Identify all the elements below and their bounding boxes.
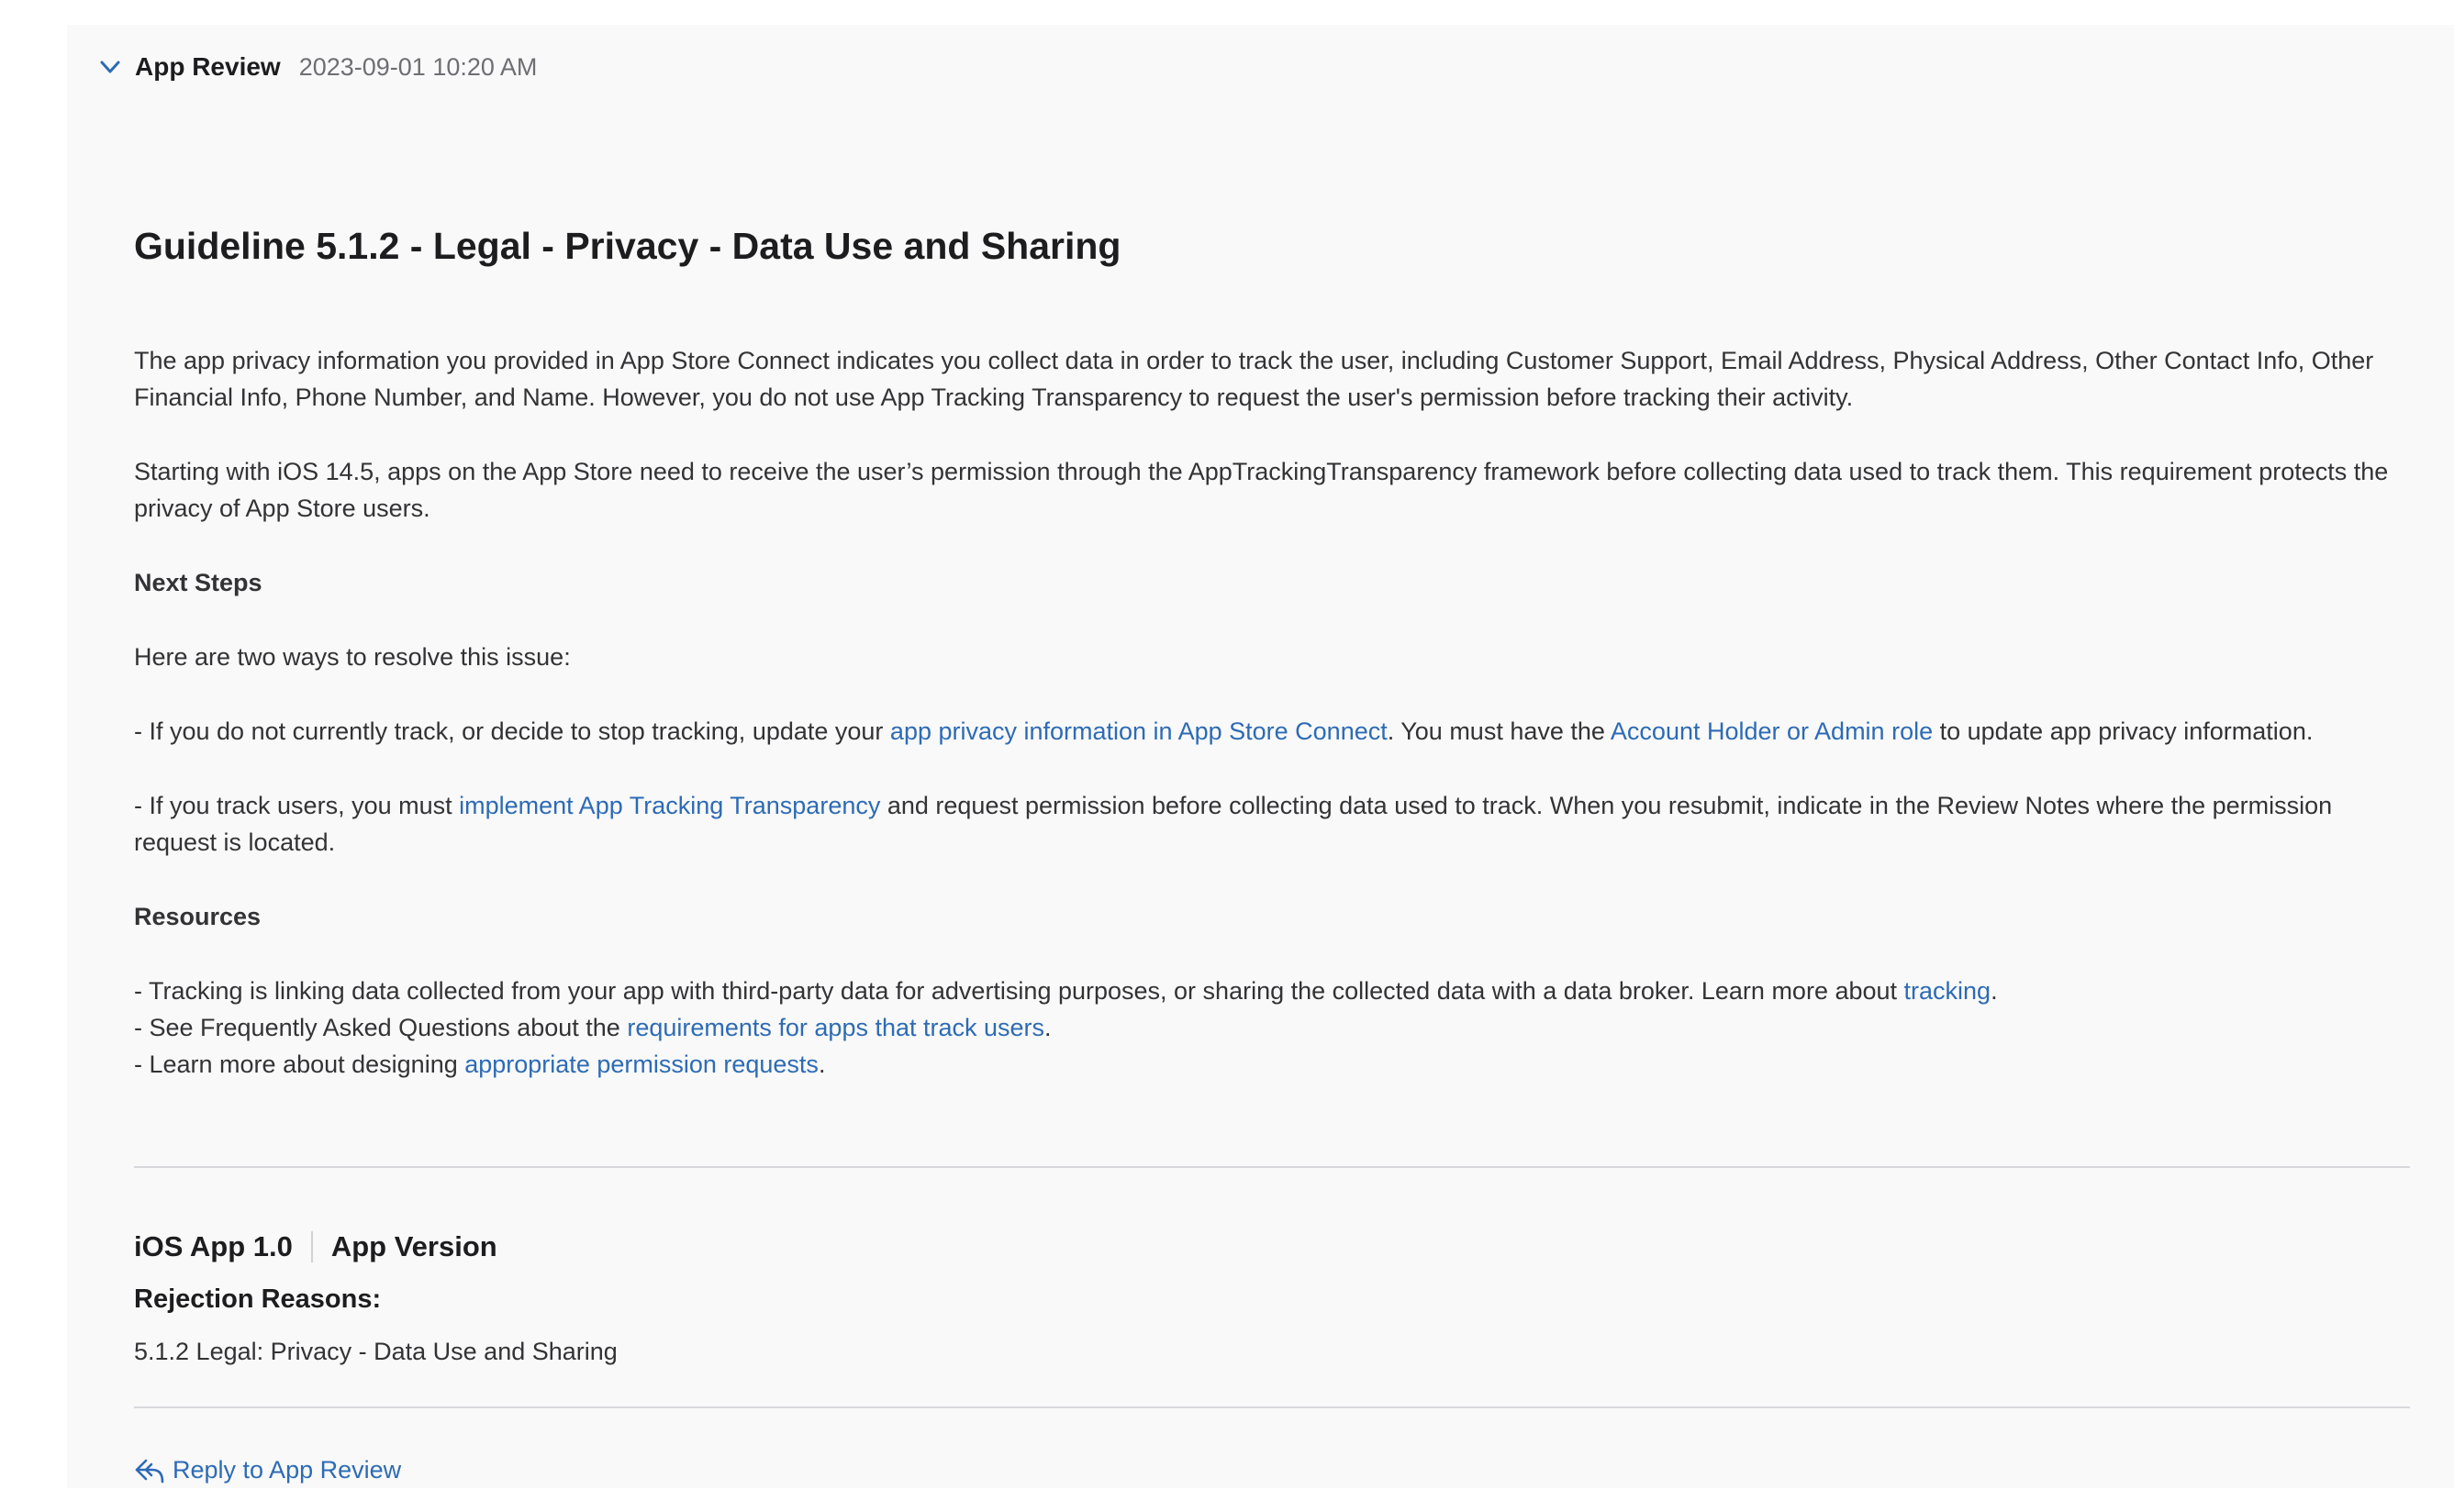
review-date: 2023-09-01 10:20 AM xyxy=(298,52,538,81)
guideline-title: Guideline 5.1.2 - Legal - Privacy - Data Use and Sharing xyxy=(134,225,1121,267)
step-two-text-post: and request permission before collecting data used to track. When you resubmit, indicate in the Review Notes where the permission request is located. xyxy=(134,792,2333,856)
resource-faq-pre: - See Frequently Asked Questions about the xyxy=(134,1014,628,1041)
ways-intro: Here are two ways to resolve this issue: xyxy=(134,643,571,671)
resource-tracking xyxy=(134,973,2410,1009)
resource-faq-post: . xyxy=(1044,1014,1052,1041)
implement-att-link[interactable]: implement App Tracking Transparency xyxy=(459,792,881,819)
account-holder-link[interactable]: Account Holder or Admin role xyxy=(1610,717,1934,745)
review-header xyxy=(95,45,537,89)
resource-tracking-pre: - Tracking is linking data collected from your app with third-party data for advertising purposes, or sharing the collected data with a data broker. Learn more about xyxy=(134,977,1904,1005)
step-one-text-pre: - If you do not currently track, or decide to stop tracking, update your xyxy=(134,717,890,745)
step-one-text-post: to update app privacy information. xyxy=(1933,717,2314,745)
resource-permission-post: . xyxy=(818,1051,826,1078)
divider xyxy=(134,1406,2410,1408)
step-one-text-mid: . You must have the xyxy=(1387,717,1611,745)
app-version-type: App Version xyxy=(330,1230,497,1262)
app-version-label: iOS App 1.0 xyxy=(134,1230,293,1262)
step-two xyxy=(134,787,2410,861)
ios-paragraph: Starting with iOS 14.5, apps on the App Store need to receive the user’s permission through the AppTrackingTransparency framework before collecting data used to track them. This requirement protects the privacy of App Store users. xyxy=(134,458,2389,522)
permission-requests-link[interactable]: appropriate permission requests xyxy=(464,1051,819,1078)
tracking-link[interactable]: tracking xyxy=(1903,977,1991,1005)
reply-icon xyxy=(134,1457,165,1484)
reply-label[interactable]: Reply to App Review xyxy=(173,1456,402,1484)
resource-faq xyxy=(134,1009,2410,1046)
requirements-link[interactable]: requirements for apps that track users xyxy=(627,1014,1045,1041)
version-separator xyxy=(311,1231,313,1262)
resource-permission-pre: - Learn more about designing xyxy=(134,1051,465,1078)
chevron-down-icon[interactable] xyxy=(95,51,126,83)
divider xyxy=(134,1166,2410,1168)
reply-button[interactable] xyxy=(134,1456,401,1484)
resource-tracking-post: . xyxy=(1991,977,1998,1005)
app-privacy-info-link[interactable]: app privacy information in App Store Connect xyxy=(889,717,1388,745)
rejection-reason-value: 5.1.2 Legal: Privacy - Data Use and Sharing xyxy=(134,1338,618,1365)
step-one xyxy=(134,713,2410,750)
step-two-text-pre: - If you track users, you must xyxy=(134,792,460,819)
resource-permission xyxy=(134,1046,2410,1083)
privacy-paragraph: The app privacy information you provided in App Store Connect indicates you collect data in order to track the user, including Customer Support, Email Address, Physical Address, Other Contact Info, Other Financial Info, Phone Number, and Name. However, you do not use App Tracking Transparency to request the user's permission before tracking their activity. xyxy=(134,347,2374,411)
next-steps-heading: Next Steps xyxy=(134,569,262,596)
review-title[interactable]: App Review xyxy=(135,52,281,81)
app-review-panel xyxy=(67,25,2454,1488)
rejection-reasons-label: Rejection Reasons: xyxy=(134,1284,382,1314)
resources-heading: Resources xyxy=(134,903,262,930)
version-row xyxy=(134,1228,497,1265)
